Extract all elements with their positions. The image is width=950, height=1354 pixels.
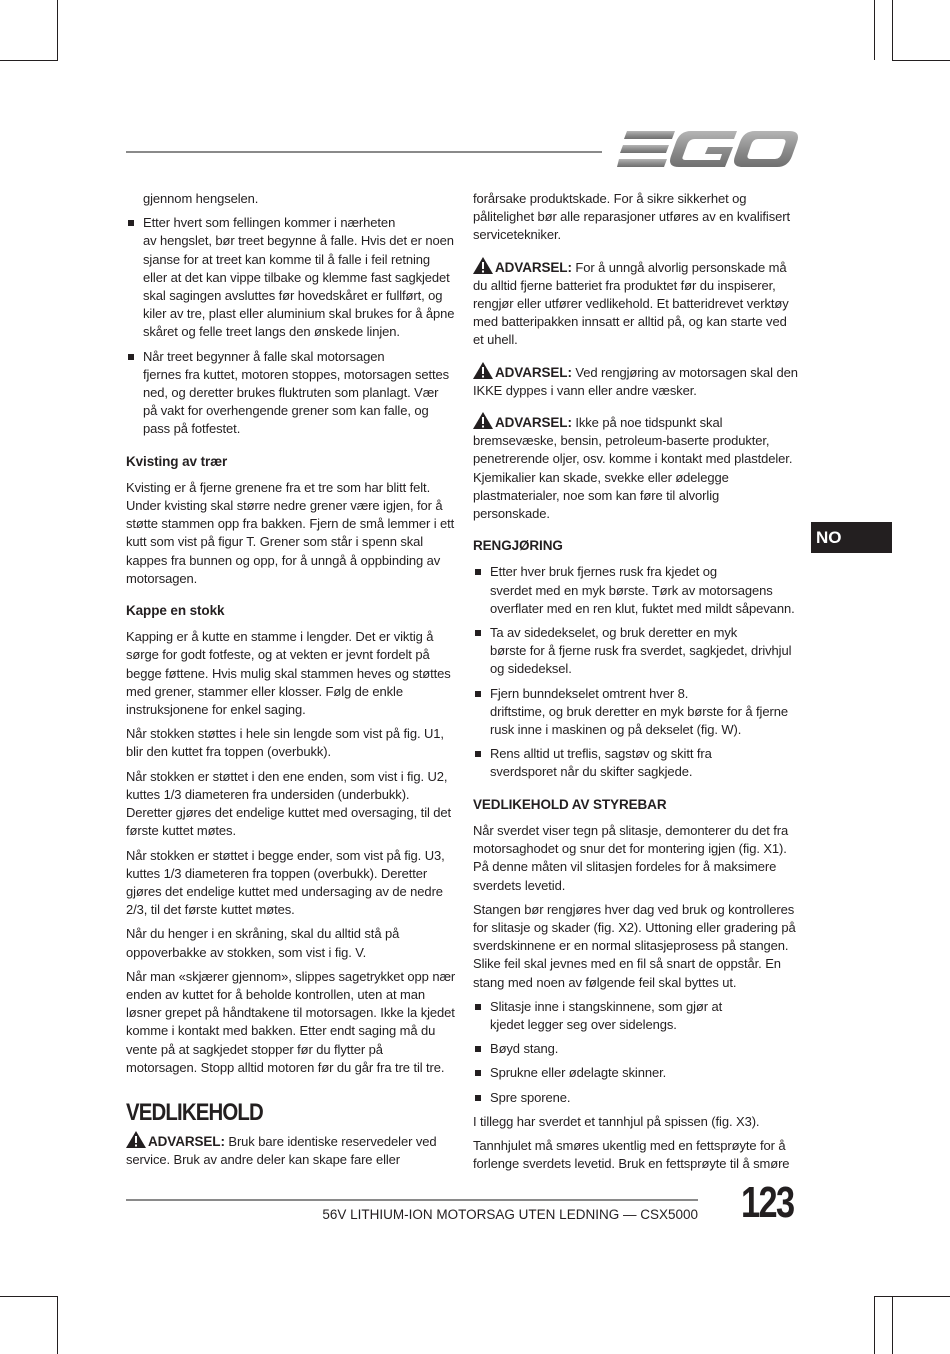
paragraph: Når du henger i en skråning, skal du alltid stå på oppoverbakke av stokken, som vist i fig. V. [126, 926, 400, 960]
bullet-square-icon [475, 1095, 481, 1101]
list-item: Sprukne eller ødelagte skinner. [473, 1064, 799, 1082]
footer-rule [126, 1199, 698, 1201]
bullet-square-icon [128, 220, 134, 226]
ego-logo [617, 129, 799, 171]
section-heading: Kvisting av trær [126, 453, 228, 469]
list-item: Rens alltid ut treflis, sagstøv og skitt fra sverdsporet når du skifter sagkjede. [473, 745, 799, 781]
list-item: Bøyd stang. [473, 1040, 799, 1058]
list-item: Når treet begynner å falle skal motorsagen fjernes fra kuttet, motoren stoppes, motorsagen settes ned, og deretter brukes fluktruten som planlagt. Vær på vakt for overhengende grener som kan falle, og pass på fotfestet. [126, 348, 456, 439]
chapter-heading: VEDLIKEHOLD [126, 1098, 263, 1126]
warning-label: ADVARSEL: [495, 259, 572, 275]
paragraph: Tannhjulet må smøres ukentlig med en fettsprøyte for å forlenge sverdets levetid. Bruk en fettsprøyte til å smøre [473, 1137, 790, 1172]
list-item: Ta av sidedekselet, og bruk deretter en myk børste for å fjerne rusk fra sverdet, sagkjedet, drivhjul og sidedeksel. [473, 624, 799, 679]
paragraph: Når sverdet viser tegn på slitasje, demonterer du det fra motorsaghodet og snur det for montering igjen (fig. X1). På denne måten vil slitasjen fordeles for å maksimere sverdets levetid. [473, 822, 789, 893]
list-item: Etter hver bruk fjernes rusk fra kjedet og sverdet med en myk børste. Tørk av motorsagens overflater med en ren klut, fuktet med mildt såpevann. [473, 563, 799, 618]
section-heading: Kappe en stokk [126, 603, 225, 619]
warning-label: ADVARSEL: [495, 364, 572, 380]
list-item: Slitasje inne i stangskinnene, som gjør at kjedet legger seg over sidelengs. [473, 998, 799, 1034]
paragraph: Når stokken er støttet i begge ender, som vist på fig. U3, kuttes 1/3 diameteren fra toppen (overbukk). Deretter gjøres det endelige kuttet med undersaging av de nedre 2/3, til det første kuttet møtes. [126, 847, 445, 918]
bullet-square-icon [475, 691, 481, 697]
paragraph: Kvisting er å fjerne grenene fra et tre som har blitt felt. Under kvisting skal større nedre grener være igjen, for å støtte stammen opp fra bakken. Fjern de små lemmer i ett kutt som vist på figur T. Grener som står i spenn skal kappes fra bunnen og opp, for å unngå å oppbinding av motorsagen. [126, 479, 455, 586]
crop-mark [892, 60, 950, 61]
warning-text: Bruk bare identiske reservedeler ved service. Bruk av andre deler kan skape fare eller [126, 1133, 437, 1168]
warning-label: ADVARSEL: [495, 415, 572, 431]
warning-paragraph [473, 412, 799, 523]
crop-mark [892, 1296, 893, 1354]
warning-paragraph [473, 362, 799, 400]
paragraph: Når stokken støttes i hele sin lengde som vist på fig. U1, blir den kuttet fra toppen (overbukk). [126, 726, 444, 760]
header-rule [126, 151, 602, 153]
bullet-square-icon [128, 354, 134, 360]
warning-triangle-icon [473, 362, 493, 379]
crop-mark [874, 1296, 875, 1354]
warning-triangle-icon [126, 1131, 146, 1148]
warning-text: Ved rengjøring av motorsagen skal den IKKE dyppes i vann eller andre væsker. [473, 364, 798, 398]
paragraph: gjennom hengselen. [143, 191, 259, 206]
warning-text: For å unngå alvorlig personskade må du alltid fjerne batteriet fra produktet før du inspiserer, rengjør eller utfører vedlikehold. Et batteridrevet verktøy med batteripakken innsatt er alltid på, og kan starte ved et uhell. [473, 259, 789, 348]
page-number: 123 [741, 1178, 794, 1227]
list-item: Spre sporene. [473, 1089, 799, 1107]
left-column [126, 190, 456, 1175]
bullet-square-icon [475, 1070, 481, 1076]
bullet-square-icon [475, 1046, 481, 1052]
bullet-square-icon [475, 569, 481, 575]
paragraph: I tillegg har sverdet et tannhjul på spissen (fig. X3). [473, 1113, 760, 1129]
paragraph: Når man «skjærer gjennom», slippes sagetrykket opp nær enden av kuttet for å beholde kontrollen, uten at man løsner grepet på håndtakene til motorsagen. Ikke la kjedet komme i kontakt med bakken. Etter endt saging må du vente på at sagkjedet stopper før du flytter på motorsagen. Stopp alltid motoren før du går fra tre til tre. [126, 968, 456, 1075]
crop-mark [874, 0, 875, 60]
right-column [473, 190, 799, 1179]
language-tab: NO [811, 522, 892, 553]
section-heading: VEDLIKEHOLD AV STYREBAR [473, 796, 667, 812]
crop-mark [57, 1296, 58, 1354]
list-item: Fjern bunndekselet omtrent hver 8. driftstime, og bruk deretter en myk børste for å fjerne rusk inne i maskinen og på dekselet (fig. W). [473, 685, 799, 740]
paragraph: forårsake produktskade. For å sikre sikkerhet og pålitelighet bør alle reparasjoner utføres av en kvalifisert servicetekniker. [473, 191, 790, 243]
crop-mark [892, 0, 893, 60]
paragraph: Kapping er å kutte en stamme i lengder. Det er viktig å sørge for godt fotfeste, og at vekten er jevnt fordelt på begge føttene. Hvis mulig skal stammen heves og støttes med grener, stammer eller klosser. Følg de enkle instruksjonene for enkel saging. [126, 629, 451, 718]
crop-mark [0, 60, 58, 61]
bullet-square-icon [475, 751, 481, 757]
warning-text: Ikke på noe tidspunkt skal bremsevæske, bensin, petroleum-baserte produkter, penetrerende oljer, osv. komme i kontakt med plastdeler. Kjemikalier kan skade, svekke eller ødelegge plastmaterialer, noe som kan føre til alvorlig personskade. [473, 415, 793, 522]
warning-triangle-icon [473, 412, 493, 429]
warning-label: ADVARSEL: [148, 1133, 225, 1149]
paragraph: Stangen bør rengjøres hver dag ved bruk og kontrolleres for slitasje og skader (fig. X2). Uttoning eller gradering på sverdskinnene er en normal slitasjeprosess på stangen. Slike feil skal jevnes med en fil så snart de oppstår. En stang med noen av følgende feil skal byttes ut. [473, 901, 796, 990]
crop-mark [0, 1296, 58, 1297]
footer-title: 56V LITHIUM-ION MOTORSAG UTEN LEDNING — CSX5000 [322, 1207, 698, 1222]
warning-paragraph [126, 1131, 456, 1169]
paragraph: Når stokken er støttet i den ene enden, som vist i fig. U2, kuttes 1/3 diameteren fra undersiden (underbukk). Deretter gjøres det endelige kuttet med oversaging, til det første kuttet møtes. [126, 768, 452, 839]
bullet-square-icon [475, 630, 481, 636]
warning-triangle-icon [473, 257, 493, 274]
bullet-square-icon [475, 1004, 481, 1010]
warning-paragraph [473, 257, 799, 350]
list-item: Etter hvert som fellingen kommer i nærheten av hengslet, bør treet begynne å falle. Hvis det er noen sjanse for at treet kan komme til å falle i feil retning eller at det kan vippe tilbake og klemme fast sagkjedet skal sagingen avsluttes før hovedskåret er fullført, og kiler av tre, plast eller aluminium skal brukes for å åpne skåret og felle treet langs den ønskede linjen. [126, 214, 456, 341]
section-heading: RENGJØRING [473, 538, 563, 554]
crop-mark [57, 0, 58, 60]
crop-mark [875, 1296, 950, 1297]
